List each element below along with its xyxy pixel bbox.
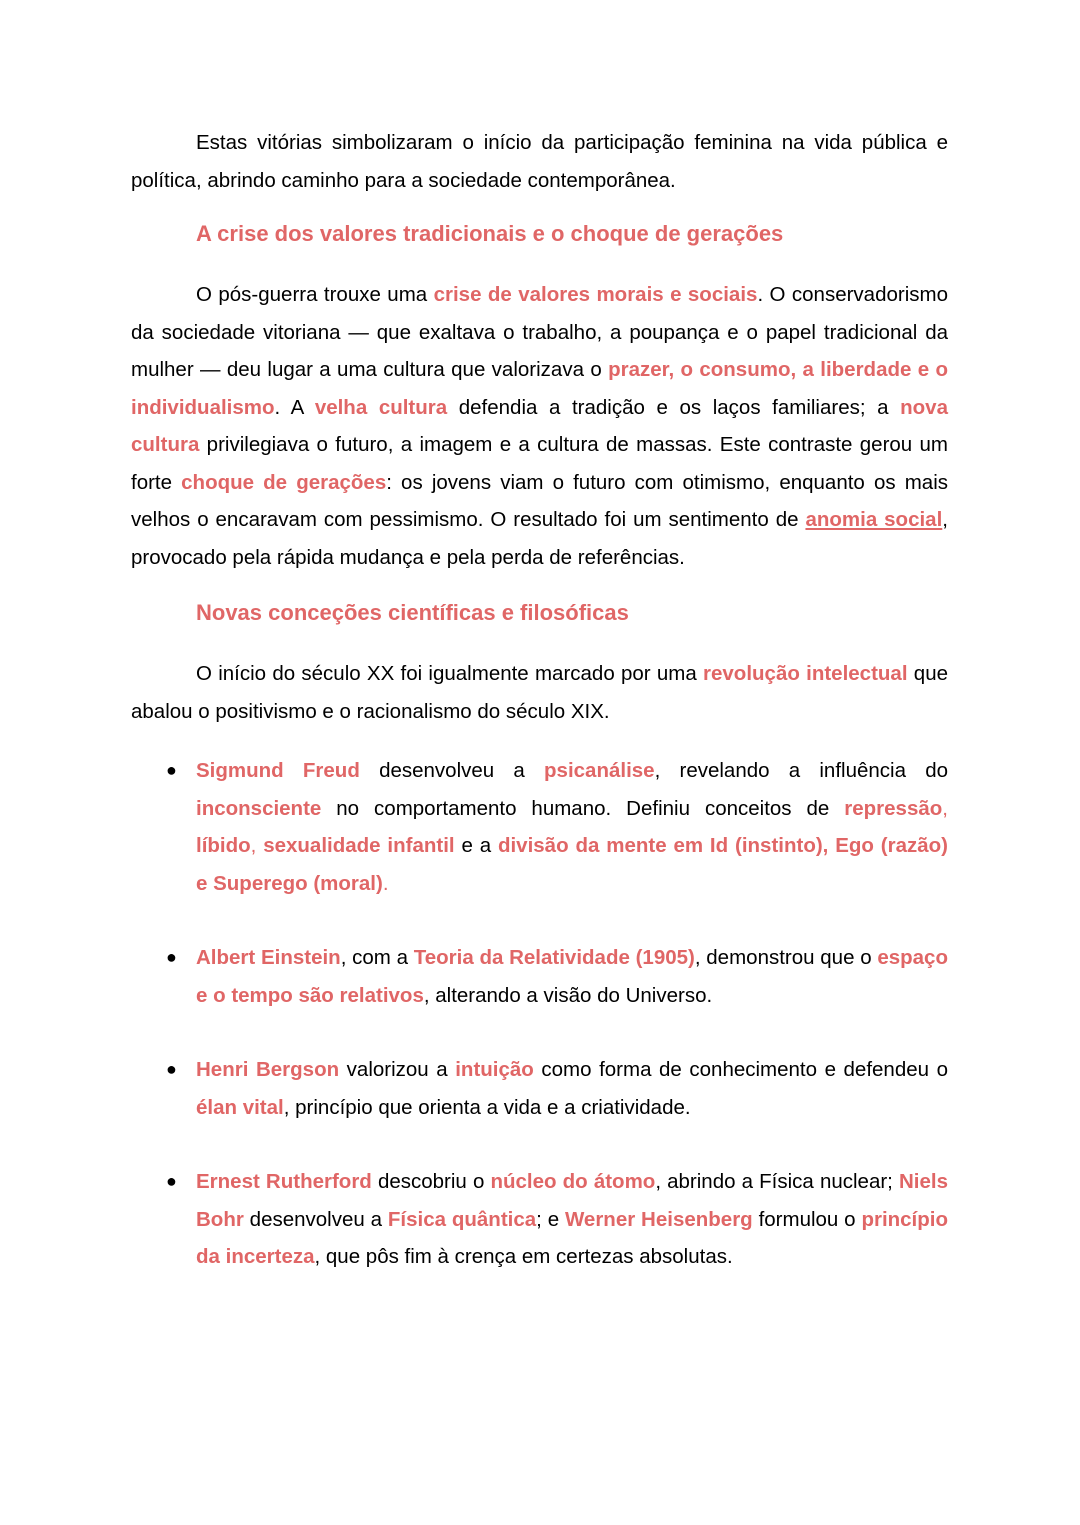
- crise-paragraph: O pós-guerra trouxe uma crise de valores morais e sociais. O conservadorismo da sociedade vitoriana — que exaltava o trabalho, a poupança e o papel tradicional da mulher — deu lugar a uma cultura que valorizava o prazer, o consumo, a liberdade e o individualismo. A velha cultura defendia a tradição e os laços familiares; a nova cultura privilegiava o futuro, a imagem e a cultura de massas. Este contraste gerou um forte choque de gerações: os jovens viam o futuro com otimismo, enquanto os mais velhos o encaravam com pessimismo. O resultado foi um sentimento de anomia social, provocado pela rápida mudança e pela perda de referências.: [131, 283, 948, 569]
- list-item-bergson: ● Henri Bergson valorizou a intuição como forma de conhecimento e defendeu o élan vital, princípio que orienta a vida e a criatividade.: [131, 1051, 948, 1126]
- scientists-list: [131, 752, 948, 1276]
- bullet-icon: ●: [166, 947, 177, 967]
- highlight: choque de gerações: [181, 470, 387, 494]
- bullet-icon: ●: [166, 760, 177, 780]
- list-item-einstein: ● Albert Einstein, com a Teoria da Relatividade (1905), demonstrou que o espaço e o tempo são relativos, alterando a visão do Universo.: [131, 939, 948, 1014]
- intro-paragraph: Estas vitórias simbolizaram o início da participação feminina na vida pública e política, abrindo caminho para a sociedade contemporânea.: [131, 131, 948, 192]
- highlight: revolução intelectual: [703, 662, 908, 685]
- section-heading-crise: A crise dos valores tradicionais e o choque de gerações: [196, 221, 784, 246]
- highlight: nova cultura: [131, 395, 948, 456]
- highlight: prazer, o consumo, a liberdade e o individualismo: [131, 358, 948, 419]
- section-heading-novas-conceções: Novas conceções científicas e filosóficas: [196, 600, 629, 625]
- anomia-social-link[interactable]: anomia social: [805, 508, 943, 531]
- bullet-icon: ●: [166, 1171, 177, 1191]
- highlight: velha cultura: [314, 395, 448, 419]
- list-item-rutherford: ● Ernest Rutherford descobriu o núcleo do átomo, abrindo a Física nuclear; Niels Bohr desenvolveu a Física quântica; e Werner Heisenberg formulou o princípio da incerteza, que pôs fim à crença em certezas absolutas.: [131, 1163, 948, 1276]
- revolucao-paragraph: O início do século XX foi igualmente marcado por uma revolução intelectual que abalou o positivismo e o racionalismo do século XIX.: [131, 662, 948, 723]
- list-item-freud: ● Sigmund Freud desenvolveu a psicanálise, revelando a influência do inconsciente no comportamento humano. Definiu conceitos de repressão, líbido, sexualidade infantil e a divisão da mente em Id (instinto), Ego (razão) e Superego (moral).: [131, 752, 948, 902]
- document-page: [131, 124, 948, 1276]
- bullet-icon: ●: [166, 1059, 177, 1079]
- highlight: crise de valores morais e sociais: [433, 283, 758, 306]
